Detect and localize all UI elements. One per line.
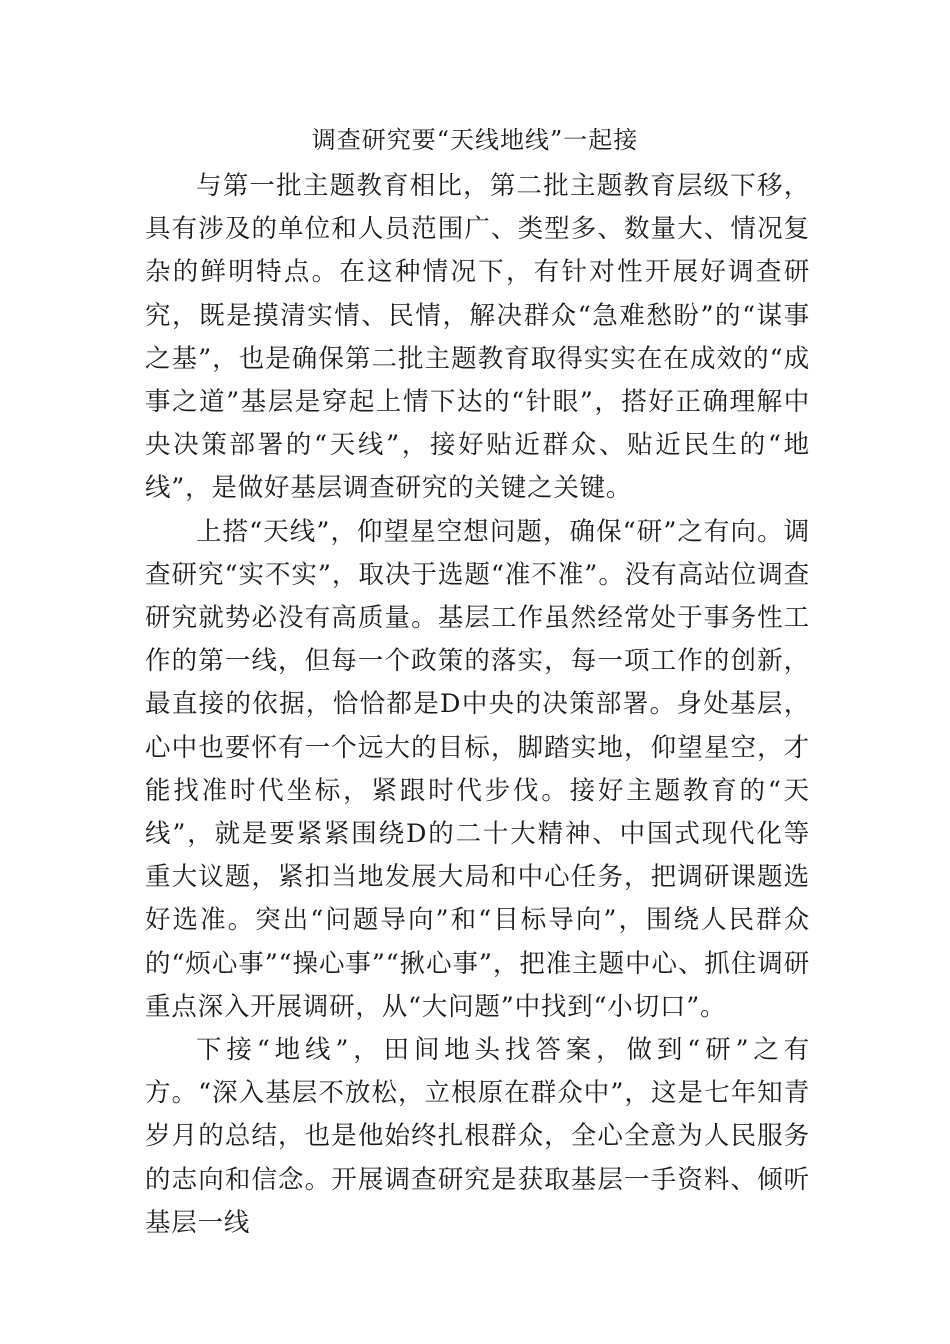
paragraph: 与第一批主题教育相比，第二批主题教育层级下移，具有涉及的单位和人员范围广、类型多、数量大、情况复杂的鲜明特点。在这种情况下，有针对性开展好调查研究，既是摸清实情、民情，解决群众“急难愁盼”的“谋事之基”，也是确保第二批主题教育取得实实在在成效的“成事之道”基层是穿起上情下达的“针眼”，搭好正确理解中央决策部署的“天线”，接好贴近群众、贴近民生的“地线”，是做好基层调查研究的关键之关键。 [145, 171, 810, 504]
document-body [145, 165, 810, 1245]
paragraph: 下接“地线”，田间地头找答案，做到“研”之有方。“深入基层不放松，立根原在群众中”，这是七年知青岁月的总结，也是他始终扎根群众，全心全意为人民服务的志向和信念。开展调查研究是获取基层一手资料、倾听基层一线 [145, 1035, 810, 1238]
paragraph: 上搭“天线”，仰望星空想问题，确保“研”之有向。调查研究“实不实”，取决于选题“准不准”。没有高站位调查研究就势必没有高质量。基层工作虽然经常处于事务性工作的第一线，但每一个政策的落实，每一项工作的创新，最直接的依据，恰恰都是D中央的决策部署。身处基层，心中也要怀有一个远大的目标，脚踏实地，仰望星空，才能找准时代坐标，紧跟时代步伐。接好主题教育的“天线”，就是要紧紧围绕D的二十大精神、中国式现代化等重大议题，紧扣当地发展大局和中心任务，把调研课题选好选准。突出“问题导向”和“目标导向”，围绕人民群众的“烦心事”“操心事”“揪心事”，把准主题中心、抓住调研重点深入开展调研，从“大问题”中找到“小切口”。 [145, 516, 810, 1022]
document-title: 调查研究要“天线地线”一起接 [311, 126, 639, 154]
